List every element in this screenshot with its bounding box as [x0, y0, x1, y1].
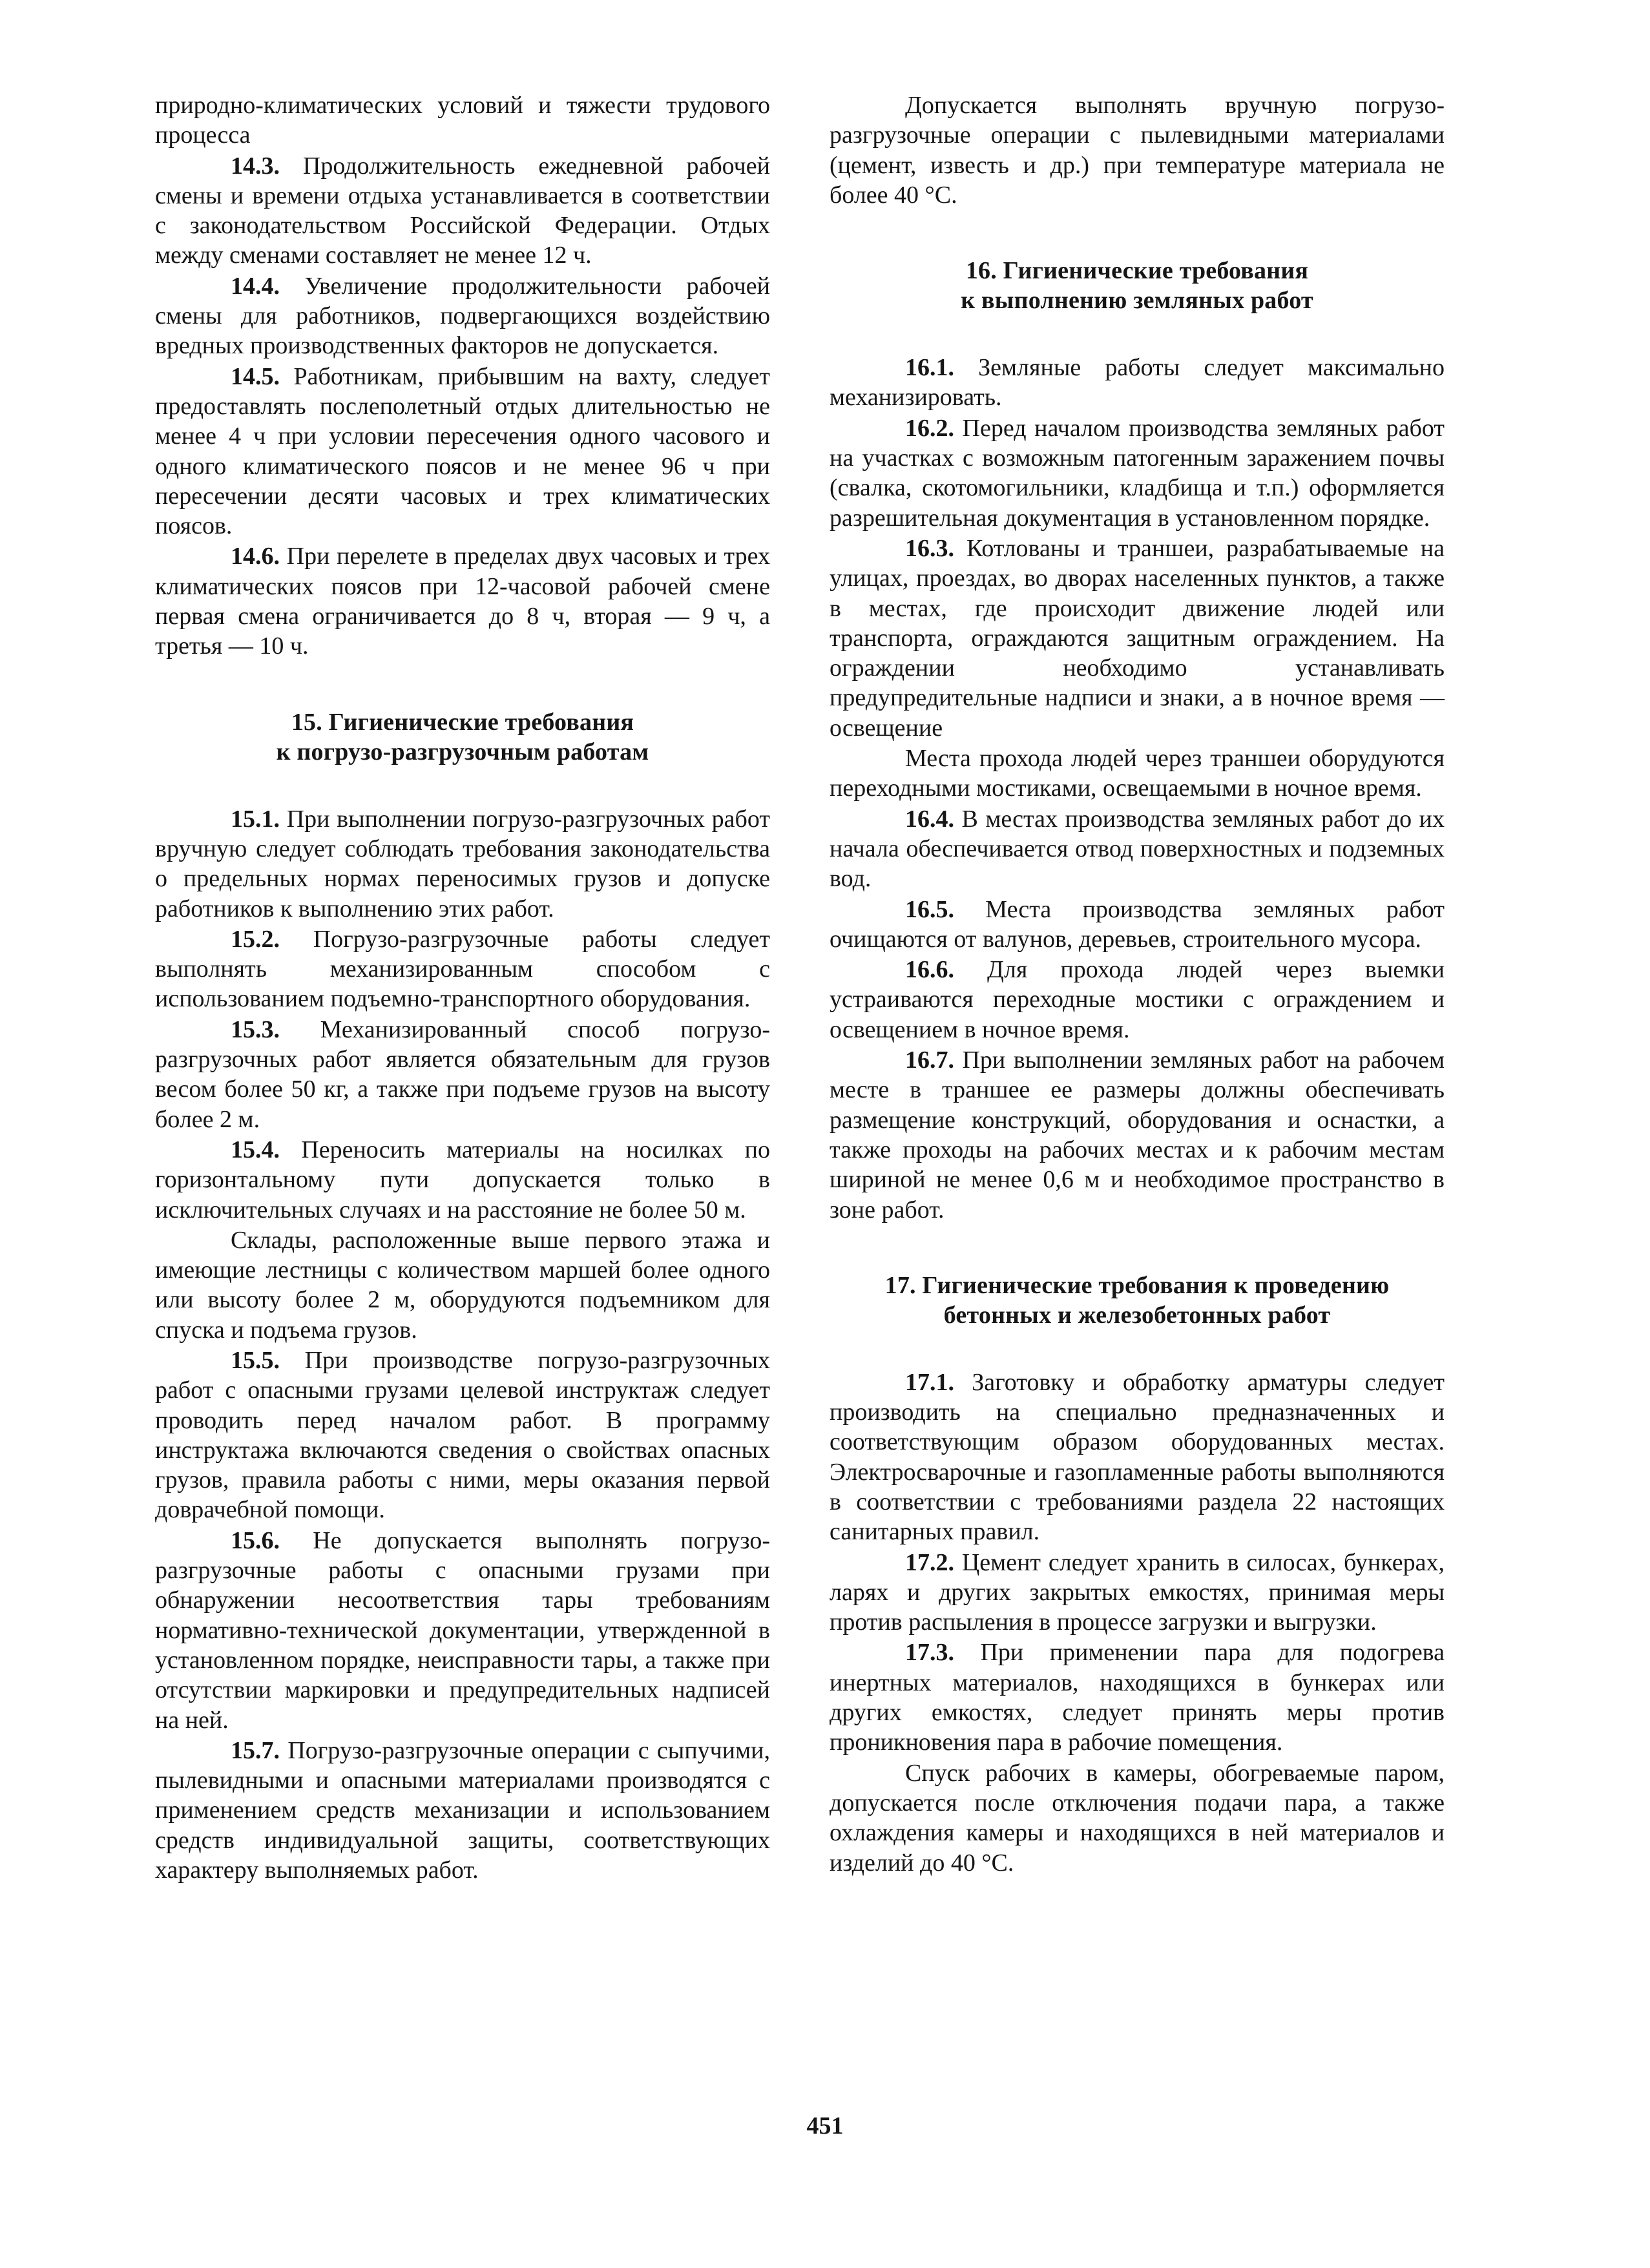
clause-number: 16.5.: [905, 895, 954, 923]
clause-text: Механизированный способ погрузо-разгрузочных работ является обязательным для грузов весом более 50 кг, а также при подъеме грузов на высоту более 2 м.: [155, 1015, 770, 1133]
clause-number: 16.2.: [905, 414, 954, 442]
paragraph-16-3: [830, 534, 1445, 743]
clause-text: Работникам, прибывшим на вахту, следует предоставлять послеполетный отдых длительностью не менее 4 ч при условии пересечения одного часового и одного климатического поясов и не менее 96 ч при пересечении десяти часовых и трех климатических поясов.: [155, 362, 770, 540]
clause-number: 15.5.: [231, 1346, 280, 1374]
paragraph-16-7: [830, 1045, 1445, 1225]
clause-number: 16.1.: [905, 354, 954, 382]
clause-text: Погрузо-разгрузочные операции с сыпучими, пылевидными и опасными материалами производятся с применением средств механизации и использованием средств индивидуальной защиты, соответствующих характеру выполняемых работ.: [155, 1736, 770, 1884]
clause-text: Котлованы и траншеи, разрабатываемые на улицах, проездах, во дворах населенных пунктов, а также в местах, где происходит движение людей или транспорта, ограждаются защитным ограждением. На ограждении необходимо устанавливать предупредительные надписи и знаки, а в ночное время — освещение: [830, 534, 1445, 742]
paragraph-16-5: [830, 895, 1445, 955]
paragraph-15-4: [155, 1135, 770, 1225]
paragraph-16-3-cont: Места прохода людей через траншеи оборудуются переходными мостиками, освещаемыми в ночное время.: [830, 745, 1445, 802]
right-column: [830, 90, 1445, 1878]
clause-number: 14.6.: [231, 543, 280, 570]
heading-line: бетонных и железобетонных работ: [943, 1301, 1331, 1329]
clause-number: 15.1.: [231, 805, 280, 833]
clause-text: При применении пара для подогрева инертных материалов, находящихся в бункерах или других емкостях, следует принять меры против проникновения пара в рабочие помещения.: [830, 1639, 1445, 1756]
section-spacer: [830, 1330, 1445, 1368]
clause-number: 15.6.: [231, 1526, 280, 1554]
clause-number: 14.4.: [231, 272, 280, 300]
paragraph-15-1: [155, 804, 770, 924]
clause-number: 14.5.: [231, 362, 280, 390]
paragraph-15-4-cont: Склады, расположенные выше первого этажа и имеющие лестницы с количеством маршей более одного или высоту более 2 м, оборудуются подъемником для спуска и подъема грузов.: [155, 1226, 770, 1344]
heading-line: 15. Гигиенические требования: [291, 708, 634, 736]
heading-line: 16. Гигиенические требования: [965, 257, 1309, 285]
clause-number: 17.3.: [905, 1639, 954, 1667]
clause-text: Увеличение продолжительности рабочей смены для работников, подвергающихся воздействию вредных производственных факторов не допускается.: [155, 272, 770, 360]
clause-number: 15.3.: [231, 1015, 280, 1043]
clause-number: 15.7.: [231, 1736, 280, 1764]
clause-text: При перелете в пределах двух часовых и трех климатических поясов при 12-часовой рабочей смене первая смена ограничивается до 8 ч, вторая — 9 ч, а третья — 10 ч.: [155, 543, 770, 660]
clause-text: При выполнении погрузо-разгрузочных работ вручную следует соблюдать требования законодательства о предельных нормах переносимых грузов и допуске работников к выполнению этих работ.: [155, 805, 770, 922]
clause-text: Для прохода людей через выемки устраиваются переходные мостики с ограждением и освещением в ночное время.: [830, 956, 1445, 1043]
clause-number: 16.3.: [905, 534, 954, 562]
paragraph-16-2: [830, 413, 1445, 533]
section-heading-16: [830, 256, 1445, 315]
clause-number: 16.4.: [905, 805, 954, 833]
section-heading-17: [830, 1271, 1445, 1330]
paragraph-15-5: [155, 1346, 770, 1525]
clause-text: Не допускается выполнять погрузо-разгрузочные работы с опасными грузами при обнаружении несоответствия тары требованиям нормативно-технической документации, утвержденной в установленном порядке, неисправности тары, а также при отсутствии маркировки и предупредительных надписей на ней.: [155, 1526, 770, 1734]
section-spacer: [830, 315, 1445, 353]
section-spacer: [830, 1225, 1445, 1271]
paragraph-17-1: [830, 1368, 1445, 1547]
paragraph-15-6: [155, 1526, 770, 1735]
section-heading-15: [155, 707, 770, 767]
clause-number: 16.6.: [905, 956, 954, 984]
section-spacer: [155, 662, 770, 707]
section-spacer: [830, 211, 1445, 256]
paragraph-17-3-cont: Спуск рабочих в камеры, обогреваемые паром, допускается после отключения подачи пара, а также охлаждения камеры и находящихся в ней материалов и изделий до 40 °С.: [830, 1759, 1445, 1877]
clause-text: Продолжительность ежедневной рабочей смены и времени отдыха устанавливается в соответствии с законодательством Российской Федерации. Отдых между сменами составляет не менее 12 ч.: [155, 152, 770, 269]
paragraph-intro: природно-климатических условий и тяжести трудового процесса: [155, 92, 770, 149]
left-column: [155, 90, 770, 1886]
clause-text: Переносить материалы на носилках по горизонтальному пути допускается только в исключительных случаях и на расстояние не более 50 м.: [155, 1136, 770, 1223]
clause-number: 16.7.: [905, 1046, 954, 1074]
paragraph-14-5: [155, 362, 770, 541]
paragraph-15-7-cont: Допускается выполнять вручную погрузо-разгрузочные операции с пылевидными материалами (цемент, известь и др.) при температуре материала не более 40 °С.: [830, 92, 1445, 209]
paragraph-14-4: [155, 271, 770, 361]
section-spacer: [155, 767, 770, 804]
paragraph-15-2: [155, 924, 770, 1014]
clause-number: 14.3.: [231, 152, 280, 180]
clause-text: Перед началом производства земляных работ на участках с возможным патогенным заражением почвы (свалка, скотомогильники, кладбища и т.п.) оформляется разрешительная документация в установленном порядке.: [830, 414, 1445, 532]
clause-number: 17.1.: [905, 1368, 954, 1396]
clause-text: При производстве погрузо-разгрузочных работ с опасными грузами целевой инструктаж следует проводить перед началом работ. В программу инструктажа включаются сведения о свойствах опасных грузов, правила работы с ними, меры оказания первой доврачебной помощи.: [155, 1346, 770, 1524]
clause-text: В местах производства земляных работ до их начала обеспечивается отвод поверхностных и подземных вод.: [830, 805, 1445, 893]
paragraph-15-7: [155, 1736, 770, 1885]
clause-text: Цемент следует хранить в силосах, бункерах, ларях и других закрытых емкостях, принимая меры против распыления в процессе загрузки и выгрузки.: [830, 1548, 1445, 1636]
paragraph-16-1: [830, 353, 1445, 413]
clause-text: Места производства земляных работ очищаются от валунов, деревьев, строительного мусора.: [830, 895, 1445, 953]
heading-line: к выполнению земляных работ: [961, 287, 1313, 315]
clause-text: При выполнении земляных работ на рабочем месте в траншее ее размеры должны обеспечивать размещение конструкций, оборудования и оснастки, а также проходы на рабочих местах и к рабочим местам шириной не менее 0,6 м и необходимое пространство в зоне работ.: [830, 1046, 1445, 1223]
clause-text: Погрузо-разгрузочные работы следует выполнять механизированным способом с использованием подъемно-транспортного оборудования.: [155, 925, 770, 1013]
paragraph-15-3: [155, 1015, 770, 1134]
clause-text: Земляные работы следует максимально механизировать.: [830, 354, 1445, 411]
page-number: 451: [806, 2112, 844, 2139]
paragraph-14-6: [155, 541, 770, 661]
paragraph-14-3: [155, 151, 770, 271]
clause-text: Заготовку и обработку арматуры следует производить на специально предназначенных и соответствующим образом оборудованных местах. Электросварочные и газопламенные работы выполняются в соответствии с требованиями раздела 22 настоящих санитарных правил.: [830, 1368, 1445, 1546]
clause-number: 17.2.: [905, 1548, 954, 1576]
paragraph-16-6: [830, 955, 1445, 1045]
paragraph-17-2: [830, 1548, 1445, 1638]
paragraph-17-3: [830, 1638, 1445, 1757]
clause-number: 15.2.: [231, 925, 280, 953]
clause-number: 15.4.: [231, 1136, 280, 1163]
heading-line: к погрузо-разгрузочным работам: [276, 738, 649, 765]
heading-line: 17. Гигиенические требования к проведению: [884, 1271, 1390, 1299]
paragraph-16-4: [830, 804, 1445, 894]
